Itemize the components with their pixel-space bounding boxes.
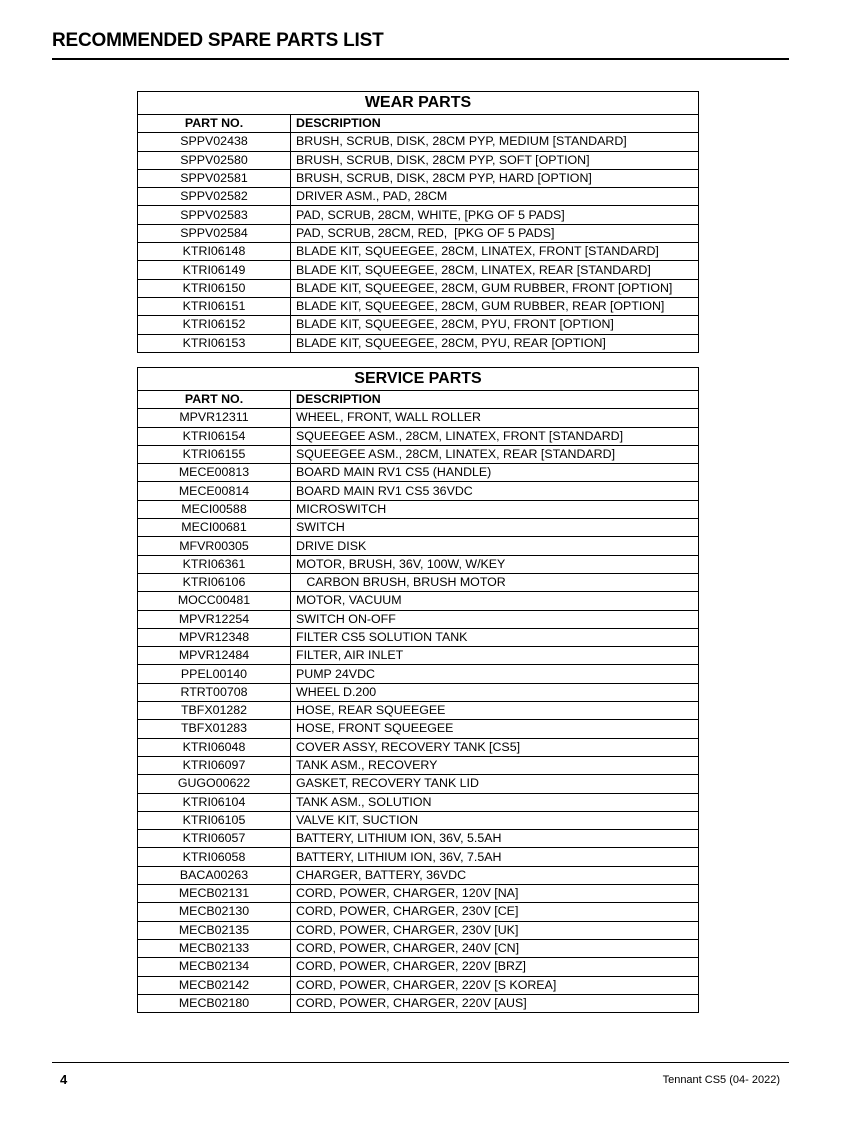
part-number-cell: MPVR12254	[138, 610, 291, 628]
part-number-cell: MECB02133	[138, 939, 291, 957]
description-cell: CORD, POWER, CHARGER, 240V [CN]	[291, 939, 699, 957]
footer-document-info: Tennant CS5 (04- 2022)	[662, 1074, 780, 1086]
part-number-cell: SPPV02582	[138, 188, 291, 206]
table-row	[138, 866, 699, 884]
description-cell: BRUSH, SCRUB, DISK, 28CM PYP, SOFT [OPTION]	[291, 151, 699, 169]
table-row	[138, 482, 699, 500]
description-cell: SQUEEGEE ASM., 28CM, LINATEX, REAR [STANDARD]	[291, 445, 699, 463]
footer-divider	[52, 1062, 789, 1063]
table-row	[138, 427, 699, 445]
part-number-cell: KTRI06097	[138, 756, 291, 774]
description-cell: BLADE KIT, SQUEEGEE, 28CM, LINATEX, FRONT [STANDARD]	[291, 243, 699, 261]
description-cell: MOTOR, BRUSH, 36V, 100W, W/KEY	[291, 555, 699, 573]
description-cell: DRIVE DISK	[291, 537, 699, 555]
table-row	[138, 445, 699, 463]
table-row	[138, 316, 699, 334]
part-number-cell: MECB02130	[138, 903, 291, 921]
description-cell: PUMP 24VDC	[291, 665, 699, 683]
title-divider	[52, 58, 789, 60]
part-number-cell: MECB02180	[138, 994, 291, 1012]
table-row	[138, 848, 699, 866]
table-row	[138, 610, 699, 628]
description-cell: SQUEEGEE ASM., 28CM, LINATEX, FRONT [STANDARD]	[291, 427, 699, 445]
part-number-cell: MOCC00481	[138, 592, 291, 610]
table-row	[138, 573, 699, 591]
part-number-cell: KTRI06153	[138, 334, 291, 352]
part-number-cell: KTRI06155	[138, 445, 291, 463]
description-cell: BLADE KIT, SQUEEGEE, 28CM, GUM RUBBER, FRONT [OPTION]	[291, 279, 699, 297]
description-cell: HOSE, FRONT SQUEEGEE	[291, 720, 699, 738]
description-cell: BLADE KIT, SQUEEGEE, 28CM, PYU, FRONT [OPTION]	[291, 316, 699, 334]
page-title: RECOMMENDED SPARE PARTS LIST	[52, 30, 384, 51]
part-number-cell: KTRI06148	[138, 243, 291, 261]
table-row	[138, 720, 699, 738]
description-cell: BRUSH, SCRUB, DISK, 28CM PYP, MEDIUM [STANDARD]	[291, 133, 699, 151]
part-number-cell: SPPV02438	[138, 133, 291, 151]
table-row	[138, 976, 699, 994]
part-number-cell: TBFX01283	[138, 720, 291, 738]
table-row	[138, 555, 699, 573]
description-cell: WHEEL, FRONT, WALL ROLLER	[291, 409, 699, 427]
description-cell: PAD, SCRUB, 28CM, RED, [PKG OF 5 PADS]	[291, 224, 699, 242]
table-row	[138, 224, 699, 242]
part-number-cell: KTRI06149	[138, 261, 291, 279]
part-number-cell: MECB02134	[138, 958, 291, 976]
description-header: DESCRIPTION	[291, 115, 699, 133]
description-cell: MICROSWITCH	[291, 500, 699, 518]
part-number-cell: KTRI06154	[138, 427, 291, 445]
description-cell: FILTER, AIR INLET	[291, 647, 699, 665]
description-cell: BOARD MAIN RV1 CS5 (HANDLE)	[291, 464, 699, 482]
table-row	[138, 297, 699, 315]
part-number-cell: MECE00813	[138, 464, 291, 482]
table-row	[138, 811, 699, 829]
part-number-cell: RTRT00708	[138, 683, 291, 701]
part-number-cell: KTRI06104	[138, 793, 291, 811]
table-row	[138, 188, 699, 206]
part-no-header: PART NO.	[138, 115, 291, 133]
description-cell: TANK ASM., SOLUTION	[291, 793, 699, 811]
table-row	[138, 830, 699, 848]
description-cell: CORD, POWER, CHARGER, 220V [AUS]	[291, 994, 699, 1012]
table-row	[138, 592, 699, 610]
part-number-cell: KTRI06058	[138, 848, 291, 866]
part-number-cell: KTRI06361	[138, 555, 291, 573]
table-row	[138, 279, 699, 297]
description-cell: BLADE KIT, SQUEEGEE, 28CM, PYU, REAR [OPTION]	[291, 334, 699, 352]
description-cell: BLADE KIT, SQUEEGEE, 28CM, GUM RUBBER, REAR [OPTION]	[291, 297, 699, 315]
table-row	[138, 939, 699, 957]
part-number-cell: MECB02142	[138, 976, 291, 994]
part-number-cell: MPVR12348	[138, 628, 291, 646]
wear-parts-table	[137, 91, 699, 353]
description-cell: FILTER CS5 SOLUTION TANK	[291, 628, 699, 646]
table-row	[138, 243, 699, 261]
table-row	[138, 500, 699, 518]
part-number-cell: KTRI06048	[138, 738, 291, 756]
table-row	[138, 628, 699, 646]
table-row	[138, 683, 699, 701]
description-cell: BRUSH, SCRUB, DISK, 28CM PYP, HARD [OPTION]	[291, 169, 699, 187]
part-number-cell: KTRI06151	[138, 297, 291, 315]
part-number-cell: MPVR12311	[138, 409, 291, 427]
part-number-cell: MECI00588	[138, 500, 291, 518]
description-cell: CORD, POWER, CHARGER, 220V [BRZ]	[291, 958, 699, 976]
description-cell: COVER ASSY, RECOVERY TANK [CS5]	[291, 738, 699, 756]
table-row	[138, 738, 699, 756]
description-cell: SWITCH ON-OFF	[291, 610, 699, 628]
part-number-cell: TBFX01282	[138, 702, 291, 720]
part-no-header: PART NO.	[138, 391, 291, 409]
description-cell: TANK ASM., RECOVERY	[291, 756, 699, 774]
part-number-cell: PPEL00140	[138, 665, 291, 683]
description-cell: DRIVER ASM., PAD, 28CM	[291, 188, 699, 206]
description-cell: CORD, POWER, CHARGER, 120V [NA]	[291, 885, 699, 903]
part-number-cell: KTRI06152	[138, 316, 291, 334]
table-row	[138, 665, 699, 683]
table-row	[138, 885, 699, 903]
description-cell: CHARGER, BATTERY, 36VDC	[291, 866, 699, 884]
page-number: 4	[60, 1072, 68, 1087]
part-number-cell: KTRI06057	[138, 830, 291, 848]
table-row	[138, 756, 699, 774]
table-row	[138, 334, 699, 352]
description-cell: CORD, POWER, CHARGER, 230V [CE]	[291, 903, 699, 921]
description-cell: VALVE KIT, SUCTION	[291, 811, 699, 829]
table-row	[138, 994, 699, 1012]
table-row	[138, 702, 699, 720]
description-cell: SWITCH	[291, 519, 699, 537]
part-number-cell: KTRI06105	[138, 811, 291, 829]
table-row	[138, 169, 699, 187]
description-cell: HOSE, REAR SQUEEGEE	[291, 702, 699, 720]
part-number-cell: MFVR00305	[138, 537, 291, 555]
part-number-cell: MECI00681	[138, 519, 291, 537]
description-cell: PAD, SCRUB, 28CM, WHITE, [PKG OF 5 PADS]	[291, 206, 699, 224]
part-number-cell: KTRI06106	[138, 573, 291, 591]
part-number-cell: BACA00263	[138, 866, 291, 884]
part-number-cell: KTRI06150	[138, 279, 291, 297]
description-cell: BATTERY, LITHIUM ION, 36V, 5.5AH	[291, 830, 699, 848]
service-parts-title: SERVICE PARTS	[138, 368, 699, 391]
description-cell: BOARD MAIN RV1 CS5 36VDC	[291, 482, 699, 500]
table-row	[138, 958, 699, 976]
description-cell: GASKET, RECOVERY TANK LID	[291, 775, 699, 793]
table-row	[138, 464, 699, 482]
table-row	[138, 775, 699, 793]
table-row	[138, 793, 699, 811]
part-number-cell: MECE00814	[138, 482, 291, 500]
part-number-cell: SPPV02580	[138, 151, 291, 169]
description-cell: WHEEL D.200	[291, 683, 699, 701]
part-number-cell: SPPV02583	[138, 206, 291, 224]
table-row	[138, 409, 699, 427]
description-cell: CARBON BRUSH, BRUSH MOTOR	[291, 573, 699, 591]
table-row	[138, 261, 699, 279]
part-number-cell: SPPV02584	[138, 224, 291, 242]
part-number-cell: SPPV02581	[138, 169, 291, 187]
description-cell: CORD, POWER, CHARGER, 220V [S KOREA]	[291, 976, 699, 994]
wear-parts-title: WEAR PARTS	[138, 92, 699, 115]
service-parts-table	[137, 367, 699, 1013]
description-header: DESCRIPTION	[291, 391, 699, 409]
description-cell: CORD, POWER, CHARGER, 230V [UK]	[291, 921, 699, 939]
part-number-cell: MECB02131	[138, 885, 291, 903]
table-row	[138, 903, 699, 921]
table-row	[138, 151, 699, 169]
part-number-cell: MPVR12484	[138, 647, 291, 665]
part-number-cell: MECB02135	[138, 921, 291, 939]
table-row	[138, 921, 699, 939]
description-cell: BLADE KIT, SQUEEGEE, 28CM, LINATEX, REAR [STANDARD]	[291, 261, 699, 279]
description-cell: MOTOR, VACUUM	[291, 592, 699, 610]
table-row	[138, 133, 699, 151]
description-cell: BATTERY, LITHIUM ION, 36V, 7.5AH	[291, 848, 699, 866]
table-row	[138, 647, 699, 665]
table-row	[138, 537, 699, 555]
part-number-cell: GUGO00622	[138, 775, 291, 793]
table-row	[138, 519, 699, 537]
table-row	[138, 206, 699, 224]
